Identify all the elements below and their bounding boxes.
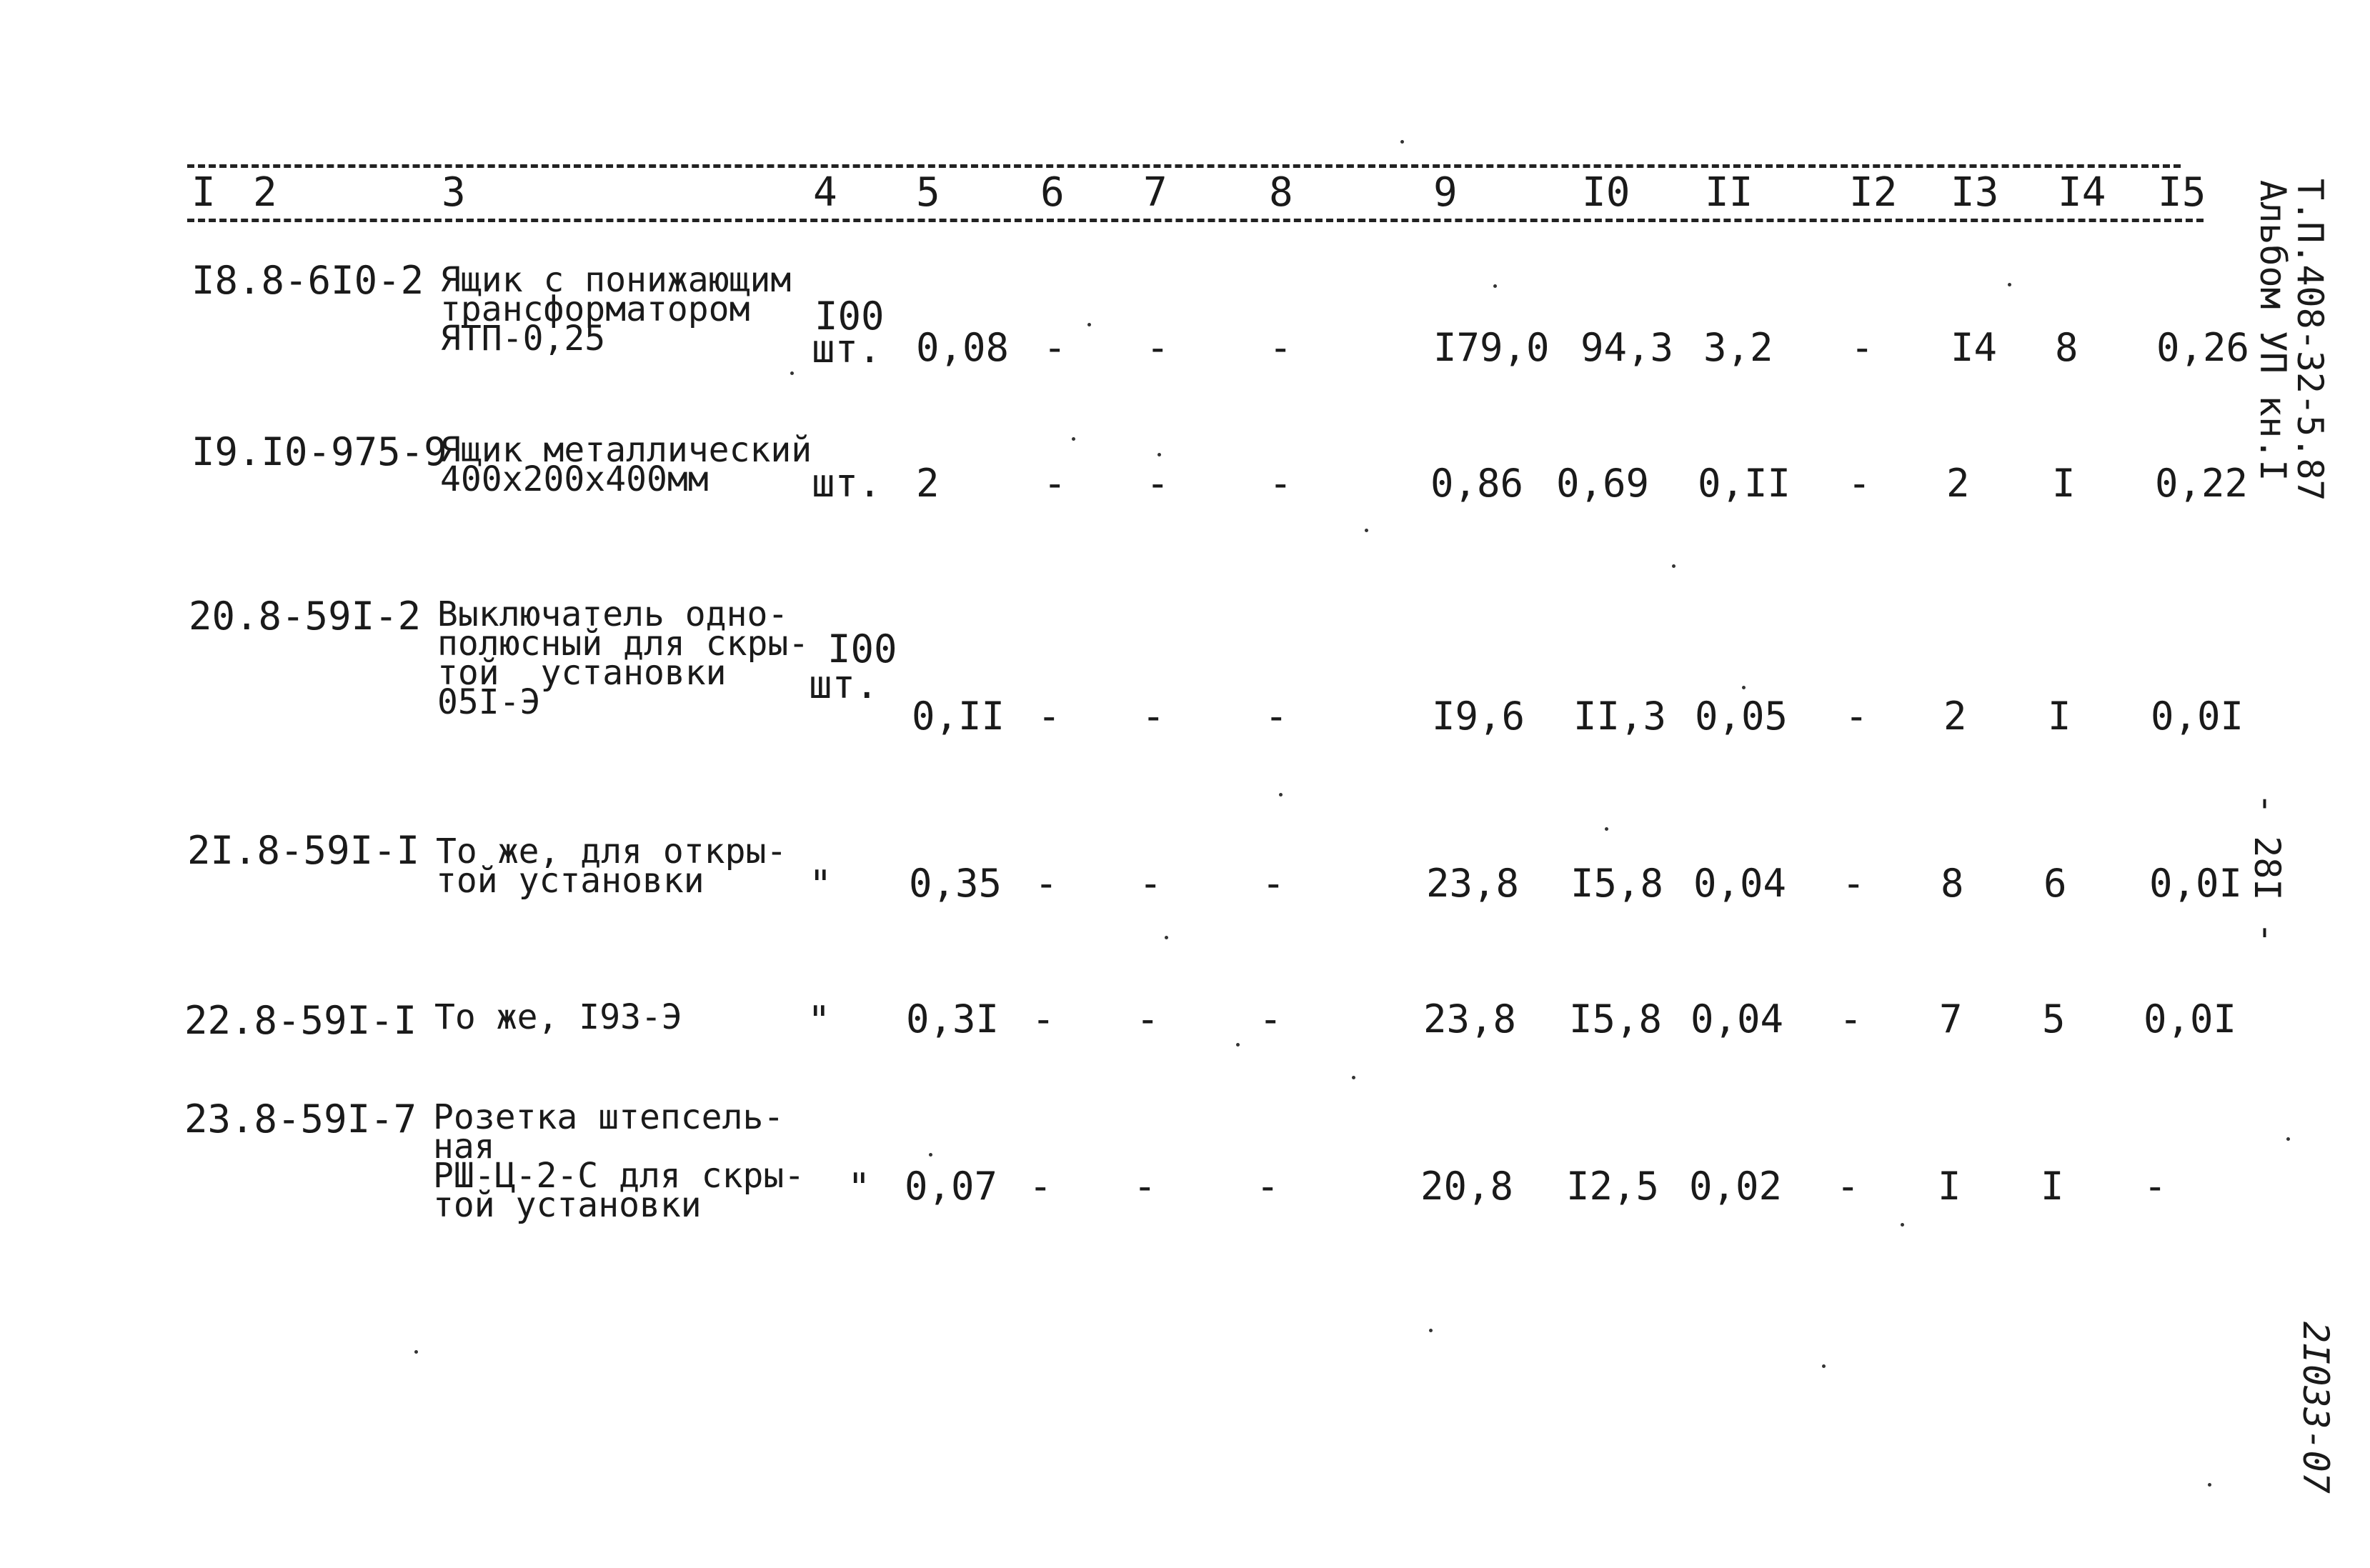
cell-10: I5,8 bbox=[1569, 997, 1663, 1042]
cell-6: - bbox=[1029, 1164, 1052, 1209]
cell-7: - bbox=[1133, 1164, 1157, 1209]
row-unit: шт. bbox=[812, 461, 882, 506]
document-title-block bbox=[2289, 179, 2331, 501]
album-label-block bbox=[2252, 180, 2294, 481]
col-header-10: I0 bbox=[1582, 169, 1630, 216]
col-header-8: 8 bbox=[1269, 169, 1293, 216]
row-code: 22.8-59I-I bbox=[184, 998, 417, 1043]
row-description: Выключатель одно- полюсный для скры- той установки 05I-Э bbox=[437, 594, 810, 722]
cell-8: - bbox=[1256, 1164, 1280, 1209]
cell-7: - bbox=[1136, 997, 1160, 1042]
row-unit: " bbox=[847, 1165, 871, 1210]
col-header-6: 6 bbox=[1040, 169, 1065, 216]
cell-12: - bbox=[1839, 997, 1863, 1042]
cell-7: - bbox=[1146, 461, 1170, 506]
cell-5: 0,35 bbox=[909, 861, 1002, 906]
cell-12: - bbox=[1842, 861, 1866, 906]
cell-12: - bbox=[1836, 1164, 1860, 1209]
album-label: Альбом УП кн.I bbox=[2252, 180, 2294, 481]
col-header-9: 9 bbox=[1433, 169, 1458, 216]
cell-14: 6 bbox=[2043, 861, 2067, 906]
row-unit-qty: I00 bbox=[815, 294, 885, 339]
row-code: 20.8-59I-2 bbox=[189, 594, 422, 639]
col-header-1: I bbox=[191, 169, 216, 216]
col-header-12: I2 bbox=[1849, 169, 1898, 216]
cell-14: 5 bbox=[2042, 997, 2066, 1042]
col-header-2: 2 bbox=[253, 169, 277, 216]
row-unit: шт. bbox=[809, 662, 879, 707]
page-number-block bbox=[2246, 793, 2288, 944]
header-rule-top bbox=[187, 164, 2181, 168]
row-code: I8.8-6I0-2 bbox=[191, 258, 424, 303]
document-code: Т.П.408-32-5.87 bbox=[2289, 179, 2331, 501]
cell-9: I79,0 bbox=[1433, 325, 1550, 370]
col-header-5: 5 bbox=[916, 169, 940, 216]
cell-11: 0,04 bbox=[1691, 997, 1784, 1042]
row-description: Розетка штепсель- ная РШ-Ц-2-С для скры- той установки bbox=[433, 1097, 805, 1225]
cell-10: II,3 bbox=[1573, 694, 1667, 739]
cell-6: - bbox=[1043, 461, 1067, 506]
cell-13: 7 bbox=[1939, 997, 1963, 1042]
cell-6: - bbox=[1035, 861, 1058, 906]
cell-11: 0,05 bbox=[1695, 694, 1788, 739]
cell-7: - bbox=[1139, 861, 1162, 906]
col-header-7: 7 bbox=[1143, 169, 1167, 216]
cell-5: 0,3I bbox=[906, 997, 1000, 1042]
row-unit: шт. bbox=[812, 326, 882, 371]
cell-15: 0,0I bbox=[2144, 997, 2237, 1042]
cell-14: 8 bbox=[2055, 325, 2078, 370]
cell-9: 23,8 bbox=[1426, 861, 1520, 906]
col-header-15: I5 bbox=[2158, 169, 2206, 216]
cell-14: I bbox=[2041, 1164, 2064, 1209]
cell-6: - bbox=[1032, 997, 1055, 1042]
cell-8: - bbox=[1262, 861, 1285, 906]
doc-number: 2I033-07 bbox=[2295, 1322, 2336, 1494]
cell-12: - bbox=[1845, 694, 1868, 739]
cell-11: 0,02 bbox=[1689, 1164, 1783, 1209]
cell-14: I bbox=[2048, 694, 2071, 739]
cell-15: 0,26 bbox=[2156, 325, 2250, 370]
cell-15: 0,0I bbox=[2151, 694, 2244, 739]
row-code: 23.8-59I-7 bbox=[184, 1097, 417, 1142]
row-unit: " bbox=[809, 862, 832, 907]
cell-8: - bbox=[1265, 694, 1288, 739]
cell-11: 0,II bbox=[1698, 461, 1791, 506]
cell-13: I bbox=[1938, 1164, 1961, 1209]
col-header-11: II bbox=[1705, 169, 1753, 216]
cell-15: 0,0I bbox=[2149, 861, 2243, 906]
header-rule-bottom bbox=[187, 219, 2204, 222]
cell-10: 94,3 bbox=[1580, 325, 1674, 370]
cell-7: - bbox=[1146, 325, 1170, 370]
row-code: I9.I0-975-9 bbox=[191, 429, 447, 474]
row-description: То же, I93-Э bbox=[434, 997, 682, 1037]
row-description: Ящик металлический 400х200х400мм bbox=[440, 430, 812, 499]
cell-9: 20,8 bbox=[1420, 1164, 1514, 1209]
cell-12: - bbox=[1851, 325, 1874, 370]
cell-10: I5,8 bbox=[1570, 861, 1664, 906]
cell-6: - bbox=[1043, 325, 1067, 370]
cell-13: 8 bbox=[1941, 861, 1964, 906]
cell-5: 0,II bbox=[912, 694, 1005, 739]
col-header-4: 4 bbox=[813, 169, 837, 216]
col-header-14: I4 bbox=[2058, 169, 2106, 216]
cell-9: I9,6 bbox=[1432, 694, 1525, 739]
cell-14: I bbox=[2052, 461, 2076, 506]
cell-12: - bbox=[1848, 461, 1871, 506]
cell-15: 0,22 bbox=[2155, 461, 2249, 506]
cell-8: - bbox=[1269, 325, 1293, 370]
row-description: Ящик с понижающим трансформатором ЯТП-0,25 bbox=[440, 260, 792, 359]
cell-5: 0,08 bbox=[916, 325, 1010, 370]
doc-number-block bbox=[2295, 1322, 2336, 1494]
row-code: 2I.8-59I-I bbox=[187, 828, 420, 873]
cell-13: 2 bbox=[1946, 461, 1970, 506]
cell-13: 2 bbox=[1943, 694, 1967, 739]
cell-9: 23,8 bbox=[1423, 997, 1517, 1042]
cell-7: - bbox=[1142, 694, 1165, 739]
cell-5: 0,07 bbox=[905, 1164, 998, 1209]
cell-15: - bbox=[2144, 1164, 2167, 1209]
row-unit-qty: I00 bbox=[827, 626, 897, 671]
cell-6: - bbox=[1037, 694, 1061, 739]
cell-11: 0,04 bbox=[1693, 861, 1787, 906]
cell-10: I2,5 bbox=[1566, 1164, 1660, 1209]
cell-10: 0,69 bbox=[1556, 461, 1650, 506]
cell-9: 0,86 bbox=[1430, 461, 1524, 506]
cell-11: 3,2 bbox=[1703, 325, 1773, 370]
page-number: - 28I - bbox=[2246, 793, 2288, 944]
row-description: То же, для откры- той установки bbox=[436, 832, 787, 901]
col-header-3: 3 bbox=[442, 169, 466, 216]
cell-8: - bbox=[1259, 997, 1283, 1042]
cell-5: 2 bbox=[916, 461, 940, 506]
row-unit: " bbox=[807, 998, 831, 1043]
col-header-13: I3 bbox=[1951, 169, 1999, 216]
cell-13: I4 bbox=[1951, 325, 1998, 370]
cell-8: - bbox=[1269, 461, 1293, 506]
